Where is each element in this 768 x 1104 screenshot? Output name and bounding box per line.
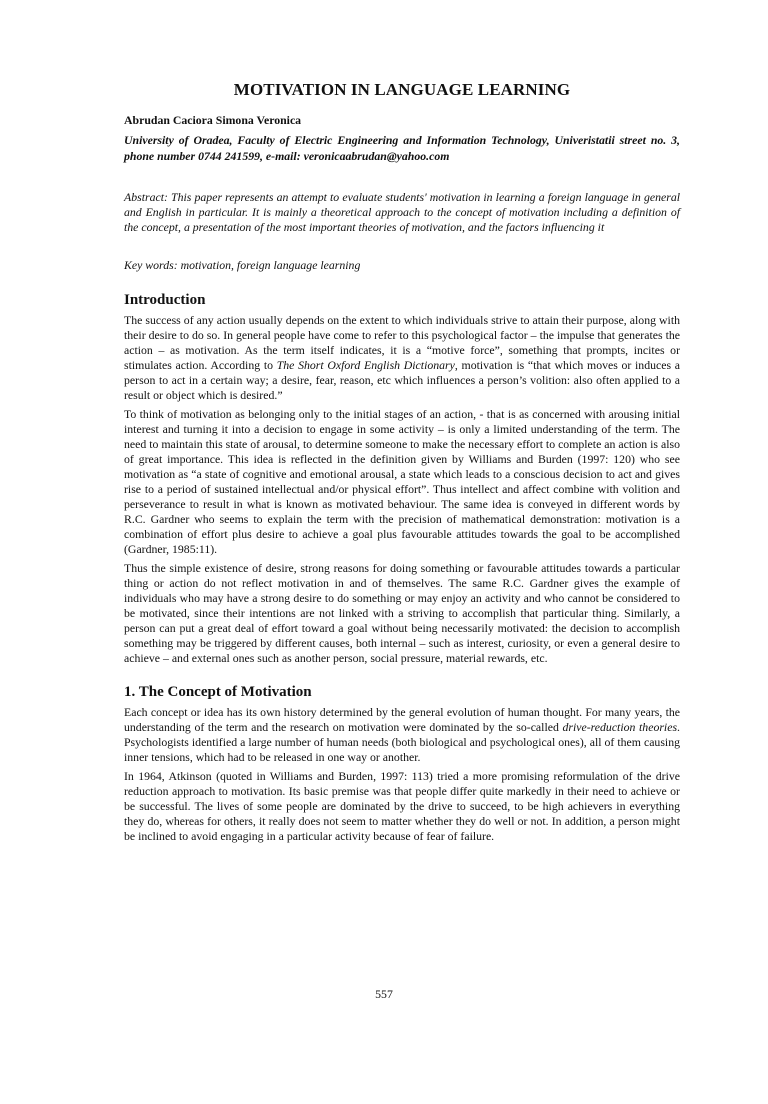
dictionary-title: The Short Oxford English Dictionary <box>276 358 455 372</box>
intro-paragraph-1-text-b: , motivation is “that which moves or induces a person to act in a certain way; a desire, fear, reason, etc which influences a person’s volition: also often applied to a result or object which is desired.” <box>124 358 680 402</box>
intro-paragraph-1-text-a: The success of any action usually depends on the extent to which individuals strive to attain their purpose, along with their desire to do so. In general people have come to refer to this psychological factor – the impulse that generates the action – as motivation. As the term itself indicates, it is a “motive force”, something that prompts, incites or stimulates action. According to <box>124 313 680 372</box>
abstract: Abstract: This paper represents an attempt to evaluate students' motivation in learning a foreign language in general and English in particular. It is mainly a theoretical approach to the concept of motivation including a definition of the concept, a presentation of the most important theories of motivation, and the factors influencing it <box>124 190 680 234</box>
concept-paragraph-1-text-a: Each concept or idea has its own history determined by the general evolution of human thought. For many years, the understanding of the term and the research on motivation were dominated by the so-called <box>124 705 680 734</box>
author-affiliation: University of Oradea, Faculty of Electric Engineering and Information Technology, Univeristatii street no. 3, phone number 0744 241599, e-mail: veronicaabrudan@yahoo.com <box>124 133 680 163</box>
concept-paragraph-1 <box>124 705 680 765</box>
intro-paragraph-3: Thus the simple existence of desire, strong reasons for doing something or favourable attitudes towards a particular thing or action do not reflect motivation in and of themselves. The same R.C. Gardner gives the example of individuals who may have a strong desire to do something or may enjoy an activity and who cannot be considered to be motivated, since their intentions are not linked with a striving to accomplish that particular thing. Similarly, a person can put a great deal of effort toward a goal without being necessarily motivated: the decision to accomplish something may be triggered by different causes, both internal – such as interest, curiosity, or even a general desire to achieve – and external ones such as another person, social pressure, material rewards, etc. <box>124 561 680 665</box>
section-heading-concept: 1. The Concept of Motivation <box>124 684 312 700</box>
intro-paragraph-1 <box>124 313 680 403</box>
drive-reduction-term: drive-reduction theories <box>562 720 678 734</box>
page-number: 557 <box>375 987 393 1001</box>
keywords: Key words: motivation, foreign language learning <box>124 258 361 272</box>
author-name: Abrudan Caciora Simona Veronica <box>124 113 302 127</box>
intro-paragraph-2: To think of motivation as belonging only to the initial stages of an action, - that is as concerned with arousing initial interest and turning it into a decision to engage in some activity – is only a limited understanding of the term. The need to maintain this state of arousal, to determine someone to make the necessary effort to complete an action is also of great importance. This idea is reflected in the definition given by Williams and Burden (1997: 120) who see motivation as “a state of cognitive and emotional arousal, a state which leads to a conscious decision to act and gives rise to a period of sustained intellectual and/or physical effort”. Thus intellect and affect combine with volition and perseverance to result in what is known as motivated behaviour. The same idea is conveyed in different words by R.C. Gardner who seems to explain the term with the precision of mathematical demonstration: motivation is a combination of effort plus desire to achieve a goal plus favourable attitudes towards the goal to be accomplished (Gardner, 1985:11). <box>124 407 680 556</box>
concept-paragraph-2: In 1964, Atkinson (quoted in Williams and Burden, 1997: 113) tried a more promising reformulation of the drive reduction approach to motivation. Its basic premise was that people differ quite markedly in their need to achieve or be successful. The lives of some people are dominated by the drive to succeed, to be high achievers in everything they do, whereas for others, it really does not seem to matter whether they do well or not. In addition, a person might be inclined to avoid engaging in a particular activity because of fear of failure. <box>124 769 680 843</box>
section-heading-introduction: Introduction <box>124 292 206 308</box>
paper-title: MOTIVATION IN LANGUAGE LEARNING <box>233 80 571 99</box>
document-page <box>0 80 768 1104</box>
concept-paragraph-1-text-b: . Psychologists identified a large number of human needs (both biological and psychological ones), all of them causing inner tensions, which had to be released in one way or another. <box>124 720 680 764</box>
